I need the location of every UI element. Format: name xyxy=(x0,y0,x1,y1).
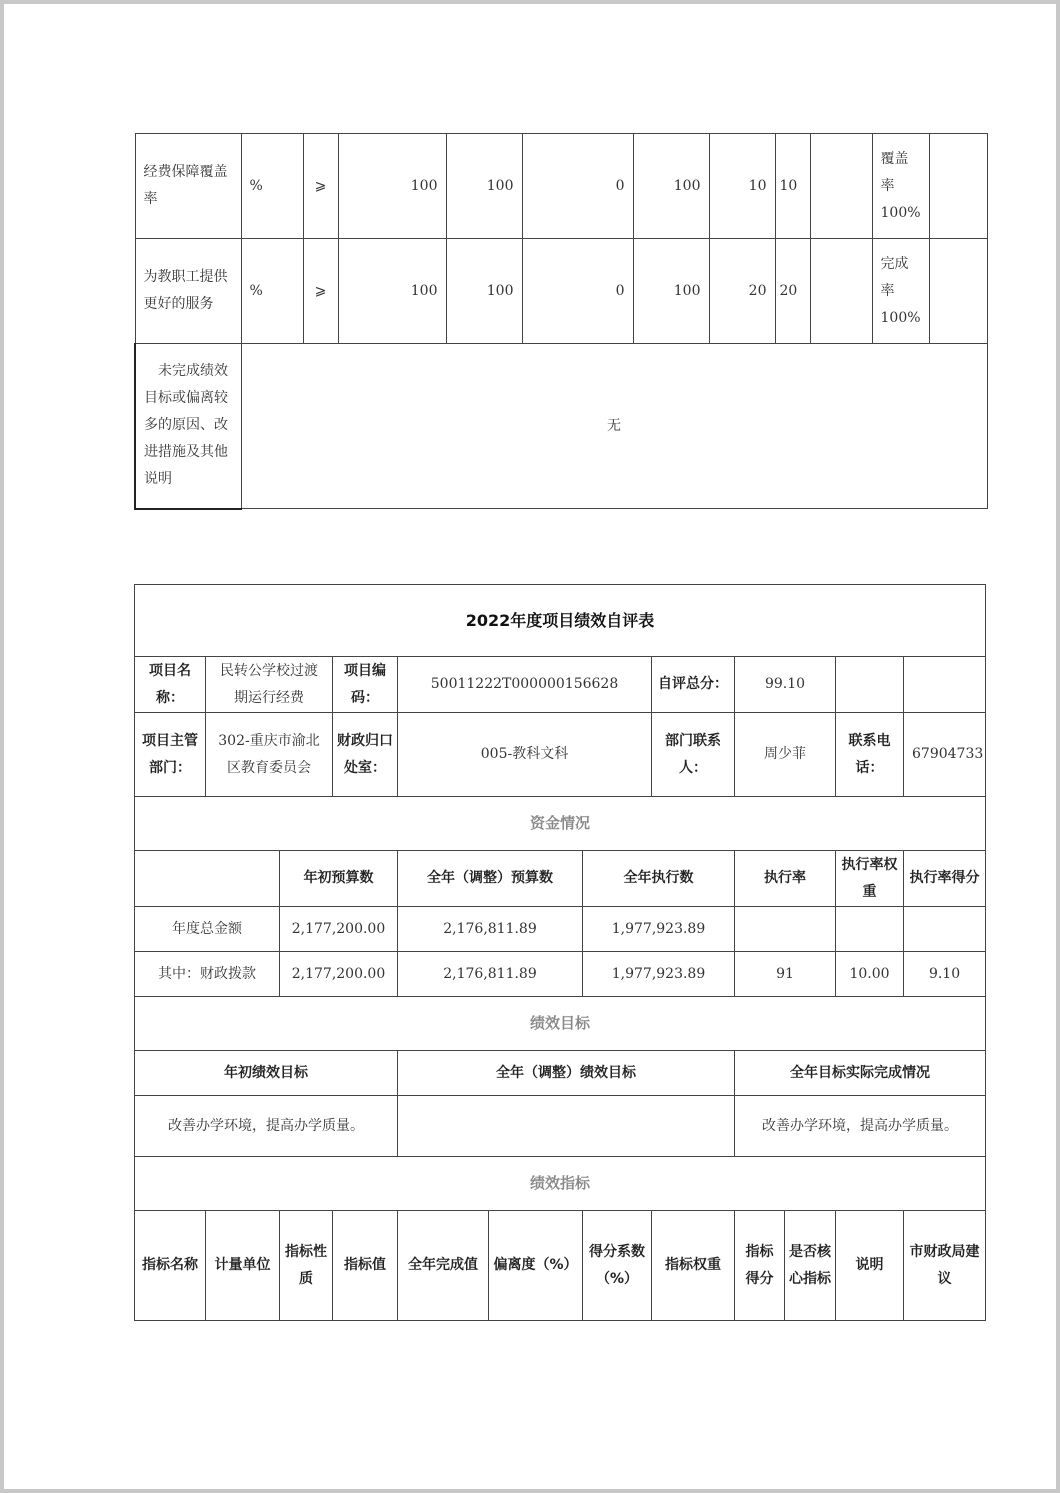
finance-label: 财政归口处室： xyxy=(333,713,398,797)
finance-value: 005-教科文科 xyxy=(398,713,652,797)
indicator-header: 得分系数（%） xyxy=(583,1211,652,1321)
indicator-weight: 20 xyxy=(709,239,775,344)
indicator-header: 是否核心指标 xyxy=(785,1211,836,1321)
funds-row-label: 年度总金额 xyxy=(135,907,280,952)
indicator-header: 说明 xyxy=(836,1211,904,1321)
indicator-deviation: 0 xyxy=(522,134,633,239)
table-row xyxy=(135,657,986,713)
document-page xyxy=(4,4,1056,1489)
goals-header: 全年目标实际完成情况 xyxy=(735,1051,986,1096)
indicators-section-title: 绩效指标 xyxy=(135,1157,986,1211)
indicator-header: 指标得分 xyxy=(735,1211,785,1321)
indicator-operator: ⩾ xyxy=(303,134,338,239)
reason-label: 未完成绩效目标或偏离较多的原因、改进措施及其他说明 xyxy=(135,344,241,509)
funds-adjusted: 2,176,811.89 xyxy=(398,952,583,997)
indicator-header: 指标性质 xyxy=(280,1211,333,1321)
table-row xyxy=(135,239,987,344)
indicator-note: 覆盖率100% xyxy=(872,134,929,239)
section-row xyxy=(135,997,986,1051)
phone-value: 67904733 xyxy=(904,713,986,797)
table-row xyxy=(135,952,986,997)
indicator-score: 10 xyxy=(775,134,810,239)
indicator-header: 偏离度（%） xyxy=(489,1211,583,1321)
indicator-unit: % xyxy=(241,239,303,344)
section-row xyxy=(135,797,986,851)
funds-header: 年初预算数 xyxy=(280,851,398,907)
funds-executed: 1,977,923.89 xyxy=(583,952,735,997)
blank-cell xyxy=(836,657,904,713)
total-score-label: 自评总分： xyxy=(652,657,735,713)
reason-value: 无 xyxy=(241,344,987,509)
section-row xyxy=(135,1157,986,1211)
project-name: 民转公学校过渡期运行经费 xyxy=(206,657,333,713)
dept-value: 302-重庆市渝北区教育委员会 xyxy=(206,713,333,797)
blank-cell xyxy=(904,657,986,713)
blank-cell xyxy=(135,851,280,907)
indicator-weight: 10 xyxy=(709,134,775,239)
funds-header: 执行率权重 xyxy=(836,851,904,907)
funds-initial: 2,177,200.00 xyxy=(280,952,398,997)
goal-actual: 改善办学环境，提高办学质量。 xyxy=(735,1096,986,1157)
project-code-label: 项目编码： xyxy=(333,657,398,713)
table-row xyxy=(135,1211,986,1321)
goals-header: 年初绩效目标 xyxy=(135,1051,398,1096)
indicator-header: 指标名称 xyxy=(135,1211,206,1321)
indicator-coefficient: 100 xyxy=(633,239,709,344)
indicator-full: 100 xyxy=(446,134,522,239)
project-code: 50011222T000000156628 xyxy=(398,657,652,713)
indicator-core xyxy=(810,134,872,239)
funds-header: 执行率得分 xyxy=(904,851,986,907)
indicator-unit: % xyxy=(241,134,303,239)
indicator-header: 计量单位 xyxy=(206,1211,280,1321)
project-name-label: 项目名称： xyxy=(135,657,206,713)
total-score: 99.10 xyxy=(735,657,836,713)
funds-executed: 1,977,923.89 xyxy=(583,907,735,952)
form-title-row xyxy=(135,585,986,657)
indicator-deviation: 0 xyxy=(522,239,633,344)
funds-adjusted: 2,176,811.89 xyxy=(398,907,583,952)
phone-label: 联系电话： xyxy=(836,713,904,797)
funds-rate xyxy=(735,907,836,952)
indicator-header: 市财政局建议 xyxy=(904,1211,986,1321)
table-row xyxy=(135,134,987,239)
indicator-advice xyxy=(929,239,987,344)
table-row xyxy=(135,851,986,907)
table-row xyxy=(135,344,987,509)
funds-header: 执行率 xyxy=(735,851,836,907)
indicator-core xyxy=(810,239,872,344)
goal-initial: 改善办学环境，提高办学质量。 xyxy=(135,1096,398,1157)
indicator-full: 100 xyxy=(446,239,522,344)
goals-header: 全年（调整）绩效目标 xyxy=(398,1051,735,1096)
indicator-advice xyxy=(929,134,987,239)
funds-section-title: 资金情况 xyxy=(135,797,986,851)
contact-label: 部门联系人： xyxy=(652,713,735,797)
funds-rate: 91 xyxy=(735,952,836,997)
indicator-value: 100 xyxy=(338,239,446,344)
funds-header: 全年执行数 xyxy=(583,851,735,907)
funds-header: 全年（调整）预算数 xyxy=(398,851,583,907)
self-evaluation-form xyxy=(134,584,986,1321)
funds-score: 9.10 xyxy=(904,952,986,997)
funds-score xyxy=(904,907,986,952)
table-row xyxy=(135,713,986,797)
indicator-header: 指标权重 xyxy=(652,1211,735,1321)
indicator-value: 100 xyxy=(338,134,446,239)
table-row xyxy=(135,1051,986,1096)
goals-section-title: 绩效目标 xyxy=(135,997,986,1051)
goal-adjusted xyxy=(398,1096,735,1157)
form-title: 2022年度项目绩效自评表 xyxy=(135,585,986,657)
funds-initial: 2,177,200.00 xyxy=(280,907,398,952)
indicator-note: 完成率100% xyxy=(872,239,929,344)
indicator-operator: ⩾ xyxy=(303,239,338,344)
indicator-name: 经费保障覆盖率 xyxy=(135,134,241,239)
funds-weight: 10.00 xyxy=(836,952,904,997)
indicator-score: 20 xyxy=(775,239,810,344)
contact-value: 周少菲 xyxy=(735,713,836,797)
table-row xyxy=(135,907,986,952)
indicator-table-continued xyxy=(134,133,988,510)
dept-label: 项目主管部门： xyxy=(135,713,206,797)
indicator-header: 指标值 xyxy=(333,1211,398,1321)
indicator-coefficient: 100 xyxy=(633,134,709,239)
indicator-name: 为教职工提供更好的服务 xyxy=(135,239,241,344)
indicator-header: 全年完成值 xyxy=(398,1211,489,1321)
funds-weight xyxy=(836,907,904,952)
funds-row-label: 其中：财政拨款 xyxy=(135,952,280,997)
table-row xyxy=(135,1096,986,1157)
